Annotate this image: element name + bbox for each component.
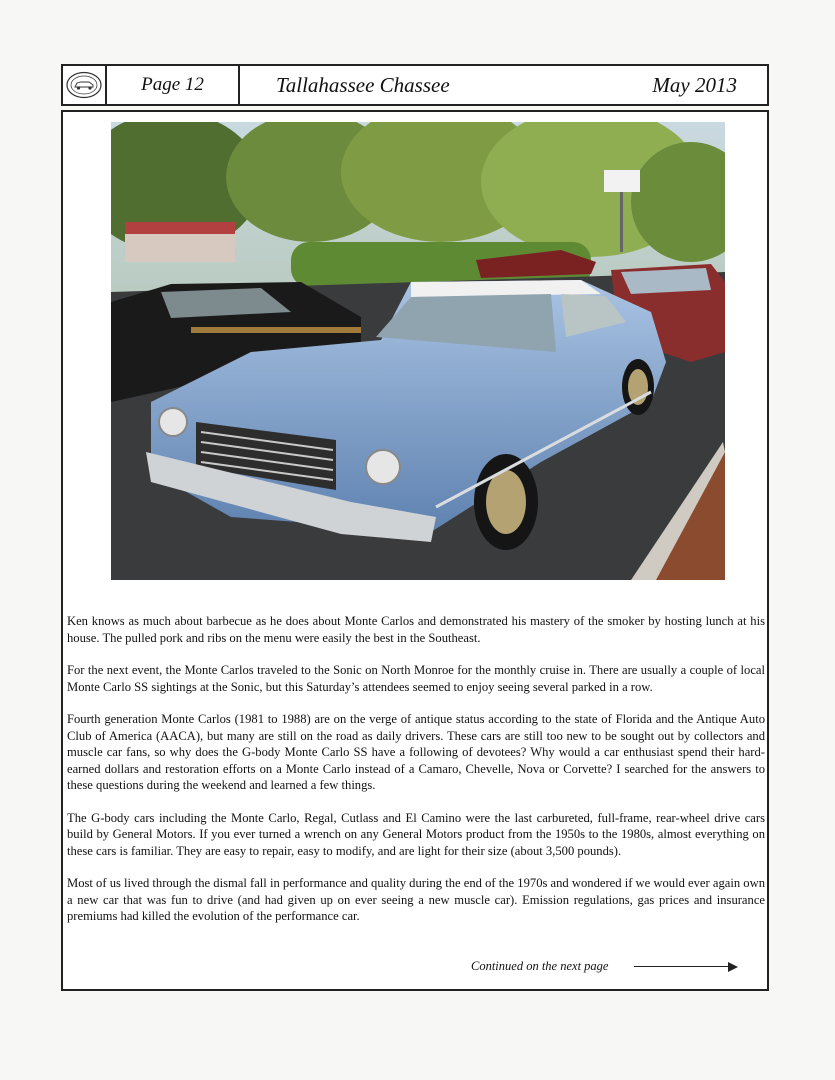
arrow-right-icon [634,962,738,972]
article-paragraph: Fourth generation Monte Carlos (1981 to 1988) are on the verge of antique status according to the state of Florida and the Antique Auto Club of America (AACA), but many are still on the road as daily drivers. These cars are still too new to be sought out by collectors and muscle car fans, so why does the G-body Monte Carlo SS have a following of devotees? Why would a car enthusiast spend their hard-earned dollars and restoration efforts on a Monte Carlo instead of a Camaro, Chevelle, Nova or Corvette? I searched for the answers to these questions during the weekend and learned a few things. [67,712,765,792]
page-number: Page 12 [107,66,240,104]
article-paragraph: Ken knows as much about barbecue as he does about Monte Carlos and demonstrated his mastery of the smoker by hosting lunch at his house. The pulled pork and ribs on the menu were easily the best in the Southeast. [67,614,765,645]
article-paragraph: For the next event, the Monte Carlos traveled to the Sonic on North Monroe for the monthly cruise in. There are usually a couple of local Monte Carlo SS sightings at the Sonic, but this Saturday’s attendees seemed to enjoy seeing several parked in a row. [67,663,765,694]
newsletter-title: Tallahassee Chassee [276,72,450,97]
article-body [67,613,765,941]
page-header [61,64,769,106]
continued-note [471,959,738,974]
content-frame [61,110,769,991]
logo-cell [63,66,107,104]
club-emblem-icon [65,70,103,100]
article-paragraph: Most of us lived through the dismal fall in performance and quality during the end of the 1970s and wondered if we would ever again own a new car that was fun to drive (and had given up on ever seeing a new muscle car). Emission regulations, gas prices and insurance premiums had killed the evolution of the performance car. [67,876,765,923]
car-photo [111,122,725,580]
car-photo-icon [111,122,725,580]
header-title-cell [240,66,767,104]
article-paragraph: The G-body cars including the Monte Carlo, Regal, Cutlass and El Camino were the last carbureted, full-frame, rear-wheel drive cars build by General Motors. If you ever turned a wrench on any General Motors product from the 1950s to the 1980s, almost everything on these cars is familiar. They are easy to repair, easy to modify, and are light for their size (about 3,500 pounds). [67,810,765,858]
issue-date: May 2013 [652,72,737,97]
continued-text: Continued on the next page [471,959,609,973]
